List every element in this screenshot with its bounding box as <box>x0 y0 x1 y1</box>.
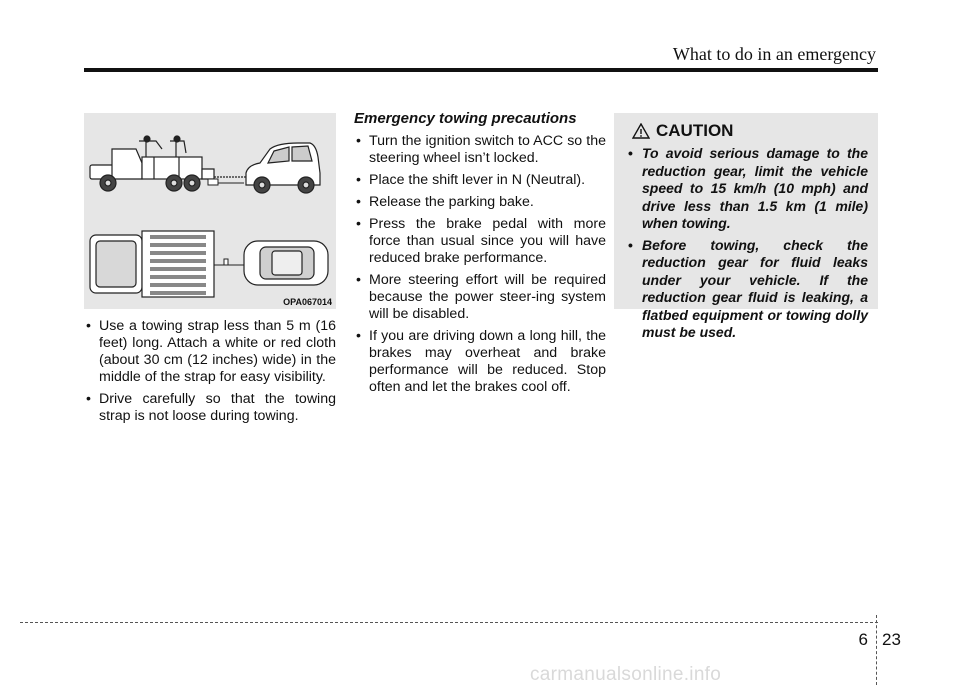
caution-header <box>632 121 733 141</box>
footer-divider <box>876 615 877 685</box>
left-bullet-list <box>84 318 336 425</box>
list-item: • More steering effort will be required because the power steer-ing system will be disabled. <box>354 272 606 323</box>
watermark: carmanualsonline.info <box>530 664 722 685</box>
towing-diagram <box>84 113 336 309</box>
precautions-list <box>354 133 606 396</box>
header-title: What to do in an emergency <box>672 44 876 64</box>
car-side <box>246 143 320 193</box>
caution-title: CAUTION <box>656 121 734 140</box>
chapter-number: 6 <box>858 630 868 649</box>
list-item: • If you are driving down a long hill, the brakes may overheat and brake performance will be reduced. Stop often and let the brakes cool off. <box>354 328 606 396</box>
list-item: • Turn the ignition switch to ACC so the steering wheel isn’t locked. <box>354 133 606 167</box>
car-top <box>244 241 328 285</box>
header-rule <box>84 68 878 72</box>
page-number: 23 <box>882 630 901 649</box>
caution-box <box>614 113 878 340</box>
caution-list <box>628 145 868 346</box>
footer-rule <box>20 622 878 623</box>
list-item: • Press the brake pedal with more force than usual since you will have reduced brake performance. <box>354 216 606 267</box>
figure-code: OPA067014 <box>283 297 332 307</box>
section-title: Emergency towing precautions <box>354 110 577 127</box>
list-item: • Place the shift lever in N (Neutral). <box>354 172 606 189</box>
warning-triangle-icon <box>632 123 650 139</box>
towing-illustration <box>84 113 336 309</box>
list-item: • Drive carefully so that the towing strap is not loose during towing. <box>84 391 336 425</box>
list-item: • Use a towing strap less than 5 m (16 feet) long. Attach a white or red cloth (about 30 cm (12 inches) wide) in the middle of the strap for easy visibility. <box>84 318 336 386</box>
middle-column <box>354 110 606 401</box>
tow-truck-top <box>90 231 214 297</box>
list-item: • Before towing, check the reduction gear for fluid leaks under your vehicle. If the reduction gear fluid is leaking, a flatbed equipment or towing dolly must be used. <box>628 237 868 342</box>
list-item: • Release the parking bake. <box>354 194 606 211</box>
list-item: • To avoid serious damage to the reduction gear, limit the vehicle speed to 15 km/h (10 mph) and drive less than 1.5 km (1 mile) when towing. <box>628 145 868 233</box>
left-column <box>84 318 336 430</box>
